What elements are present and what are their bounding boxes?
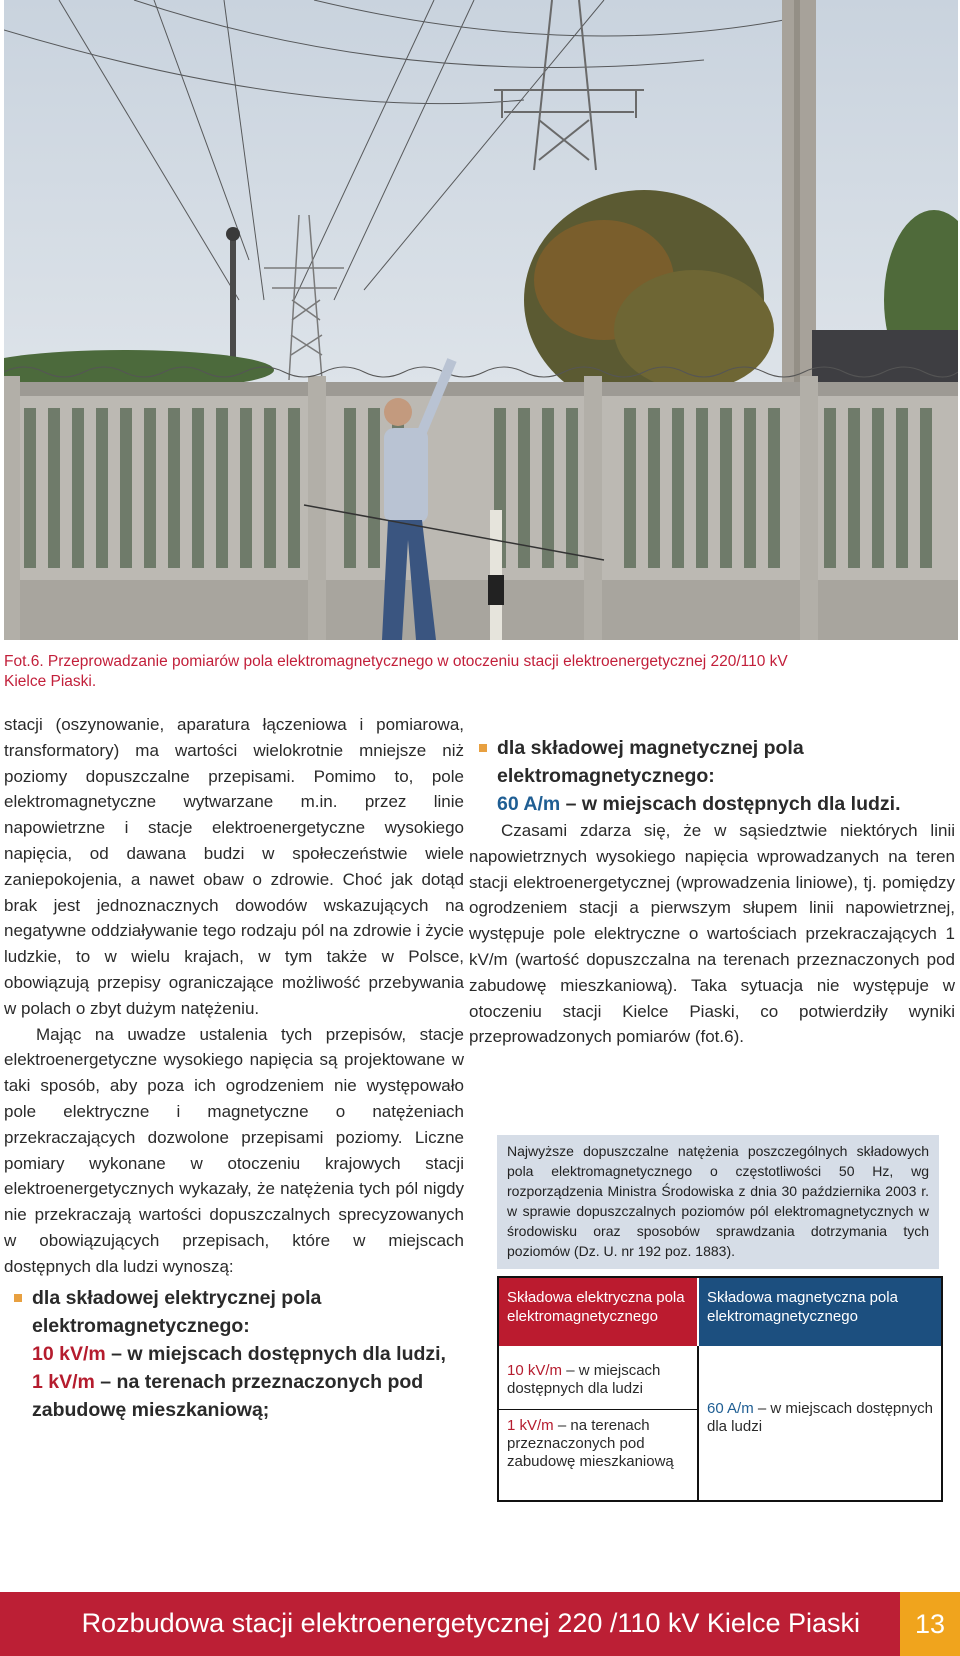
regulation-info-text: Najwyższe dopuszczalne natężenia poszczególnych składowych pola elektromagnetycznego o częstotliwości 50 Hz, wg rozporządzenia Ministra Środowiska z dnia 30 października 2003 r. w sprawie dopuszczalnych poziomów pól elektromagnetycznych w środowisku oraz sposobów sprawdzania dotrzymania tych poziomów (Dz. U. nr 192 poz. 1883).: [507, 1143, 929, 1259]
footer-title: Rozbudowa stacji elektroenergetycznej 220 /110 kV Kielce Piaski: [81, 1608, 860, 1638]
photo-caption: [4, 652, 954, 692]
bullet-square-icon: [479, 744, 487, 752]
table-cell-electric-2-text: – na terenach przeznaczonych pod zabudowę mieszkaniową: [507, 1417, 674, 1470]
electric-limit-2: [32, 1368, 464, 1424]
page-number: 13: [900, 1592, 960, 1656]
electric-limit-1-value: 10 kV/m: [32, 1342, 106, 1365]
table-header-electric: Składowa elektryczna pola elektromagnetycznego: [499, 1278, 697, 1346]
limits-table: [497, 1276, 943, 1502]
table-divider-vertical: [697, 1346, 699, 1500]
magnetic-limits-bullet: [469, 734, 955, 818]
bullet-square-icon: [14, 1294, 22, 1302]
photo-measurement-at-substation: [4, 0, 958, 640]
electric-bullet-heading: dla składowej elektrycznej pola elektromagnetycznego:: [32, 1286, 322, 1337]
left-column: [4, 712, 464, 1424]
table-cell-magnetic-value: 60 A/m: [707, 1400, 754, 1417]
electric-limit-1: [32, 1340, 464, 1368]
table-divider-horizontal: [499, 1409, 697, 1410]
table-cell-magnetic-text: – w miejscach dostępnych dla ludzi: [707, 1400, 933, 1435]
photo-illustration: [4, 0, 958, 640]
electric-limit-2-text: – na terenach przeznaczonych pod zabudowę mieszkaniową;: [32, 1370, 424, 1421]
footer-bar: [0, 1592, 900, 1656]
electric-limit-2-value: 1 kV/m: [32, 1370, 95, 1393]
table-cell-magnetic: [707, 1400, 933, 1436]
electric-limits-bullet: [4, 1284, 464, 1424]
magnetic-bullet-heading: dla składowej magnetycznej pola elektromagnetycznego:: [497, 737, 804, 787]
right-column: [469, 734, 955, 1050]
magnetic-limit: [497, 790, 955, 818]
right-paragraph: Czasami zdarza się, że w sąsiedztwie niektórych linii napowietrznych wysokiego napięcia wprowadzanych na teren stacji elektroenergetycznej (wprowadzenia liniowe), tj. pomiędzy ogrodzeniem stacji a pierwszym słupem linii napowietrznej, występuje pole elektryczne o wartościach przekraczających 1 kV/m (wartość dopuszczalna na terenach przeznaczonych pod zabudowę mieszkaniową). Taka sytuacja nie występuje w otoczeniu stacji Kielce Piaski, co potwierdziły wyniki przeprowadzonych pomiarów (fot.6).: [469, 821, 955, 1047]
electric-limit-1-text: – w miejscach dostępnych dla ludzi,: [105, 1342, 446, 1365]
caption-line-1: Fot.6. Przeprowadzanie pomiarów pola elektromagnetycznego w otoczeniu stacji elektroenergetycznej 220/110 kV: [4, 653, 788, 670]
table-cell-electric-2-value: 1 kV/m: [507, 1417, 554, 1434]
left-paragraph-1: stacji (oszynowanie, aparatura łączeniowa i pomiarowa, transformatory) ma wartości wielokrotnie mniejsze niż poziomy dopuszczalne przepisami. Pomimo to, pole elektromagnetyczne wytwarzane m.in. przez linie napowietrzne i stacje elektroenergetyczne wysokiego napięcia, od dawana budzi w społeczeństwie wiele zaniepokojenia, a nawet obaw o zdrowie. Choć jak dotąd brak jest jednoznacznych dowodów wskazujących na negatywne oddziaływanie tego rodzaju pól na zdrowie i życie ludzkie, to w wielu krajach, w tym także w Polsce, obowiązują przepisy ograniczające możliwość przebywania w polach o zbyt dużym natężeniu.: [4, 715, 464, 1018]
table-header-magnetic: Składowa magnetyczna pola elektromagnetycznego: [699, 1278, 941, 1346]
table-cell-electric-1: [507, 1362, 693, 1398]
table-cell-electric-1-value: 10 kV/m: [507, 1362, 563, 1379]
caption-line-2: Kielce Piaski.: [4, 673, 97, 690]
magnetic-limit-value: 60 A/m: [497, 793, 561, 815]
regulation-info-box: [497, 1135, 939, 1269]
left-paragraph-2: Mając na uwadze ustalenia tych przepisów, stacje elektroenergetyczne wysokiego napięcia są projektowane w taki sposób, aby poza ich ogrodzeniem nie występowało pole elektryczne i magnetyczne o natężeniach przekraczających dozwolone przepisami poziomy. Liczne pomiary wykonane w otoczeniu krajowych stacji elektroenergetycznych wykazały, że natężenia tych pól nigdy nie przekraczają wartości dopuszczalnych sprecyzowanych w obowiązujących przepisach, które w miejscach dostępnych dla ludzi wynoszą:: [4, 1024, 464, 1276]
table-cell-electric-1-text: – w miejscach dostępnych dla ludzi: [507, 1362, 661, 1397]
concrete-fence: [4, 367, 958, 640]
magnetic-limit-text: – w miejscach dostępnych dla ludzi.: [560, 793, 901, 815]
table-cell-electric-2: [507, 1417, 693, 1471]
